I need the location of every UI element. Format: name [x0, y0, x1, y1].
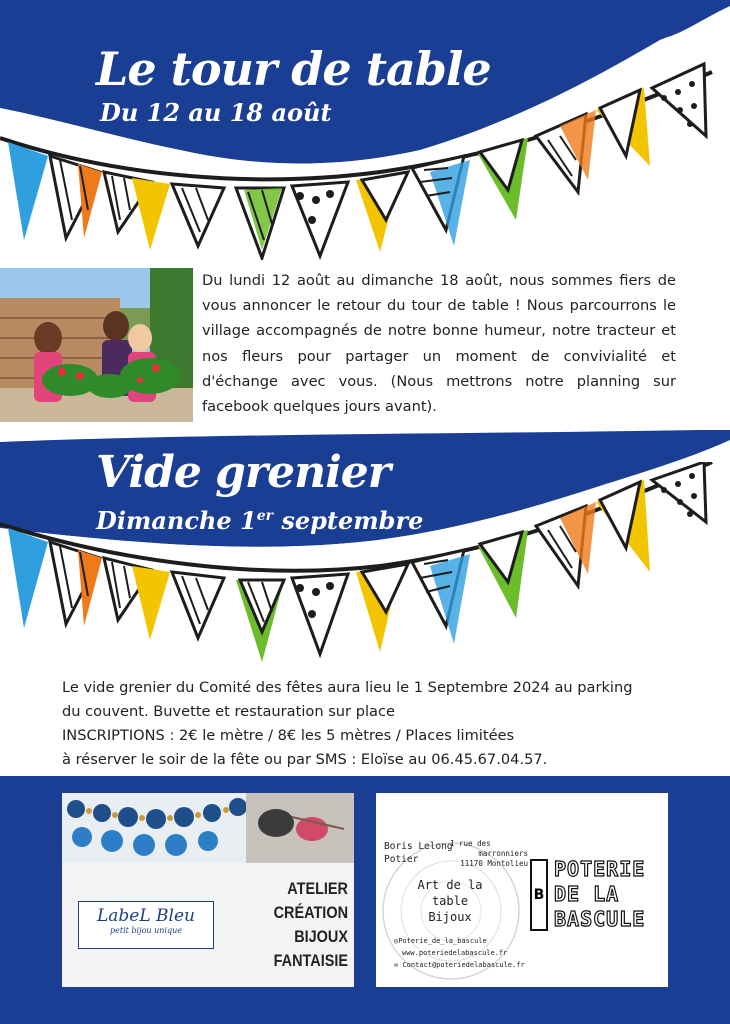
poterie-address [450, 839, 528, 869]
event2-line-2: du couvent. Buvette et restauration sur place [62, 703, 395, 720]
poterie-logo-line-2: DE LA [554, 882, 620, 906]
poterie-contacts [394, 935, 525, 971]
labelbleu-line-1: ATELIER [287, 879, 348, 898]
labelbleu-tagline: petit bijou unique [110, 926, 182, 935]
poterie-logo-line-3: BASCULE [554, 907, 646, 931]
poterie-logo-text [554, 857, 645, 932]
event1-title: Le tour de table [96, 42, 491, 96]
event2-description [62, 676, 702, 772]
bunting-garland-2 [0, 462, 730, 672]
labelbleu-line-2: CRÉATION [273, 903, 348, 922]
poterie-address-1: 1 rue des [450, 839, 491, 848]
poterie-instagram[interactable]: ◎Poterie_de_la_bascule [394, 937, 487, 945]
labelbleu-services [266, 877, 348, 973]
poterie-name: Boris Lelong [384, 841, 453, 852]
poterie-art-2: table [431, 894, 469, 908]
labelbleu-line-3: BIJOUX [294, 927, 348, 946]
event2-line-3: INSCRIPTIONS : 2€ le mètre / 8€ les 5 mètres / Places limitées [62, 727, 515, 744]
poterie-logo-mark: B [530, 859, 548, 931]
labelbleu-brand: LabeL Bleu [97, 906, 195, 926]
poterie-website[interactable]: www.poteriedelabascule.fr [402, 949, 508, 957]
labelbleu-logo-card [78, 901, 214, 949]
poterie-address-2: marronniers [478, 849, 528, 858]
bunting-garland-1 [0, 60, 730, 260]
poterie-art-1: Art de la [417, 878, 483, 892]
event2-title: Vide grenier [96, 447, 390, 498]
instagram-icon: ◎ [394, 937, 399, 945]
ad-poterie [376, 793, 668, 987]
poterie-logo [526, 855, 662, 935]
event2-line-1: Le vide grenier du Comité des fêtes aura lieu le 1 Septembre 2024 au parking [62, 679, 633, 696]
poterie-services [404, 877, 496, 925]
poterie-logo-line-1: POTERIE [554, 857, 646, 881]
event2-line-4: à réserver le soir de la fête ou par SMS : Eloïse au 06.45.67.04.57. [62, 751, 548, 768]
event2-date: Dimanche 1er septembre [96, 506, 424, 535]
event1-dates: Du 12 au 18 août [100, 98, 332, 127]
poterie-art-3: Bijoux [428, 910, 472, 924]
beads-photo [62, 793, 354, 863]
event1-photo [0, 268, 193, 422]
ad-labelbleu [62, 793, 354, 987]
mail-icon: ✉ [394, 961, 403, 969]
poterie-address-3: 11170 Montolieu [460, 859, 528, 868]
poterie-email[interactable]: ✉ Contact@poteriedelabascule.fr [394, 961, 525, 969]
poterie-role: Potier [384, 854, 419, 865]
event1-description: Du lundi 12 août au dimanche 18 août, nous sommes fiers de vous annoncer le retour du tour de table ! Nous parcourrons le village accompagnés de notre bonne humeur, notre tracteur et nos fleurs pour partager un moment de convivialité et d'échange avec vous. (Nous mettrons notre planning sur facebook quelques jours avant). [202, 272, 676, 416]
labelbleu-line-4: FANTAISIE [273, 951, 348, 970]
